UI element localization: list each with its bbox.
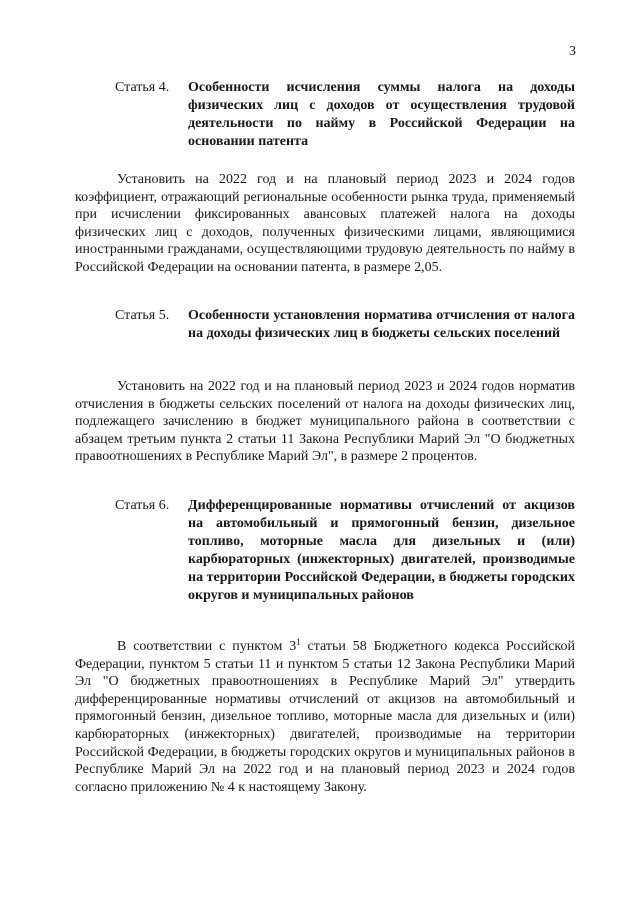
- article-6-paragraph-start: В соответствии с пунктом 3: [117, 639, 297, 654]
- article-5-number: Статья 5.: [115, 308, 170, 323]
- article-5-title: Особенности установления норматива отчисления от налога на доходы физических лиц в бюджеты сельских поселений: [188, 308, 575, 341]
- article-6-title: Дифференцированные нормативы отчислений от акцизов на автомобильный и прямогонный бензин, дизельное топливо, моторные масла для дизельных и (или) карбюраторных (инжекторных) двигателей, производимые на территории Российской Федерации, в бюджеты городских округов и муниципальных районов: [188, 498, 575, 603]
- article-5-heading: [115, 307, 575, 343]
- article-6-paragraph: [75, 638, 575, 796]
- article-4-heading: [115, 79, 575, 151]
- page-number: 3: [569, 44, 576, 59]
- article-4-title: Особенности исчисления суммы налога на доходы физических лиц с доходов от осуществления трудовой деятельности по найму в Российской Федерации на основании патента: [188, 80, 575, 149]
- article-4-paragraph: Установить на 2022 год и на плановый период 2023 и 2024 годов коэффициент, отражающий региональные особенности рынка труда, применяемый при исчислении фиксированных авансовых платежей налога на доходы физических лиц с доходов, полученных физическими лицами, являющимися иностранными гражданами, осуществляющими трудовую деятельность по найму в Российской Федерации на основании патента, в размере 2,05.: [75, 172, 575, 275]
- superscript-one: 1: [296, 637, 301, 647]
- article-4-number: Статья 4.: [115, 80, 170, 95]
- article-6-paragraph-rest: статьи 58 Бюджетного кодекса Российской Федерации, пунктом 5 статьи 11 и пунктом 5 статьи 12 Закона Республики Марий Эл "О бюджетных правоотношениях в Республике Марий Эл" утвердить дифференцированные нормативы отчислений от акцизов на автомобильный и прямогонный бензин, дизельное топливо, моторные масла для дизельных и (или) карбюраторных (инжекторных) двигателей, производимые на территории Российской Федерации, в бюджеты городских округов и муниципальных районов в Республике Марий Эл на 2022 год и на плановый период 2023 и 2024 годов согласно приложению № 4 к настоящему Закону.: [75, 639, 575, 795]
- article-6-heading: [115, 497, 575, 605]
- article-6-number: Статья 6.: [115, 498, 170, 513]
- article-5-paragraph: Установить на 2022 год и на плановый период 2023 и 2024 годов норматив отчисления в бюджеты сельских поселений от налога на доходы физических лиц, подлежащего зачислению в бюджет муниципального района в соответствии с абзацем третьим пункта 2 статьи 11 Закона Республики Марий Эл "О бюджетных правоотношениях в Республике Марий Эл", в размере 2 процентов.: [75, 379, 575, 465]
